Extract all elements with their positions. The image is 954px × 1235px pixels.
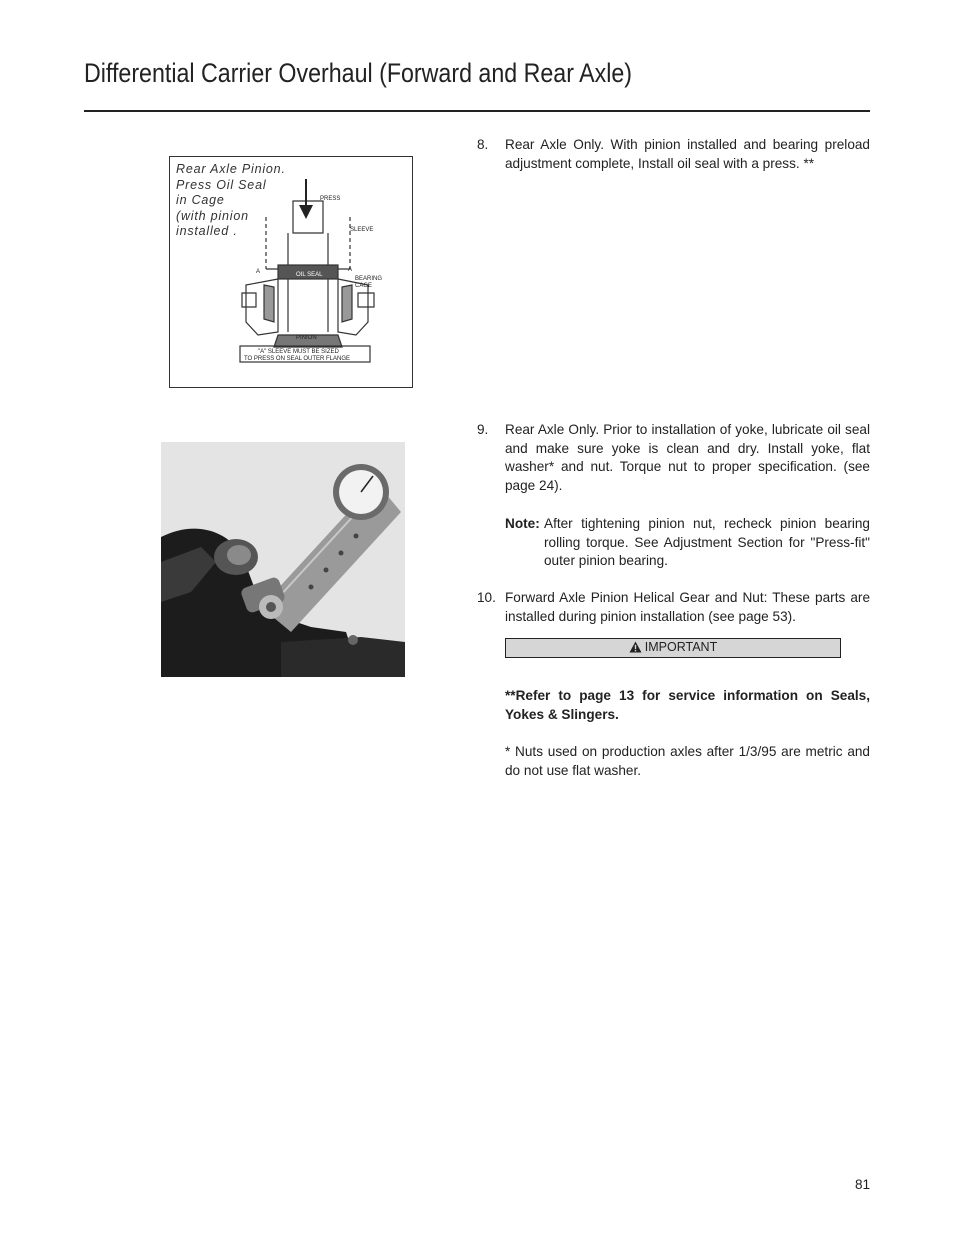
torque-wrench-photo [161,442,405,677]
label-cage: CAGE [355,283,373,289]
label-a-right: A [348,267,353,273]
warning-triangle-icon [629,641,642,653]
step-number: 8. [477,137,489,152]
step-8 [477,136,870,173]
note-label: Note: [505,516,540,531]
note-block [477,515,870,571]
step-number: 9. [477,422,489,437]
important-label: IMPORTANT [644,640,718,654]
diagram-note-2: TO PRESS ON SEAL OUTER FLANGE [244,356,351,362]
nuts-footnote: * Nuts used on production axles after 1/3/95 are metric and do not use flat washer. [505,744,870,778]
page-number: 81 [855,1177,871,1192]
title-rule [84,110,870,112]
step-number: 10. [477,590,496,605]
label-bearing: BEARING [355,276,383,282]
diagram-note-1: "A" SLEEVE MUST BE SIZED [258,349,339,355]
important-banner [505,638,841,658]
step-9 [477,421,870,495]
label-sleeve: SLEEVE [350,227,374,233]
label-pinion: PINION [296,335,317,341]
page-title: Differential Carrier Overhaul (Forward and Rear Axle) [84,58,633,88]
label-a-left: A [256,269,261,275]
step-text: Rear Axle Only. With pinion installed and bearing preload adjustment complete, Install oil seal with a press. ** [505,137,870,171]
step-text: Rear Axle Only. Prior to installation of yoke, lubricate oil seal and make sure yoke is clean and dry. Install yoke, flat washer* and nut. Torque nut to proper specification. (see page 24). [505,422,870,493]
label-oil-seal: OIL SEAL [296,272,323,278]
note-text: After tightening pinion nut, recheck pinion bearing rolling torque. See Adjustment Section for "Press-fit" outer pinion bearing. [544,516,870,569]
step-text: Forward Axle Pinion Helical Gear and Nut: These parts are installed during pinion installation (see page 53). [505,590,870,624]
pinion-seal-diagram [169,156,413,388]
label-press: PRESS [320,196,341,202]
seals-reference-note: **Refer to page 13 for service information on Seals, Yokes & Slingers. [505,688,870,722]
step-10 [477,589,870,626]
diagram-caption: Rear Axle Pinion. Press Oil Seal in Cage (with pinion installed . [176,162,286,238]
